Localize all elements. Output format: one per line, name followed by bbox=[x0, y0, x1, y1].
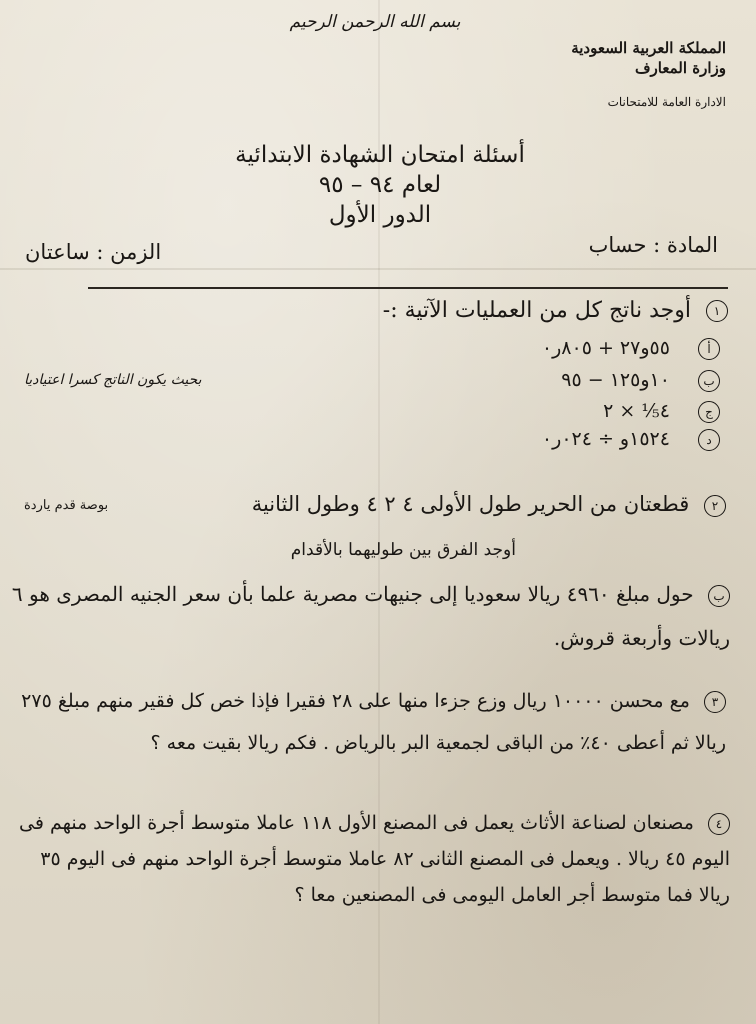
operation-label: أ bbox=[698, 338, 720, 360]
question-5 bbox=[10, 805, 730, 913]
operation-expression: ١٥٢٤و ÷ ٠٢٤ر٠ bbox=[541, 428, 670, 450]
exam-time: الزمن : ساعتان bbox=[25, 240, 162, 264]
exam-subject: المادة : حساب bbox=[588, 233, 718, 257]
operation-c bbox=[603, 400, 720, 423]
question-number: ١ bbox=[706, 300, 728, 322]
operation-label: د bbox=[698, 429, 720, 451]
operation-expression: ١٠و١٢٥ − ٩٥ bbox=[561, 369, 670, 391]
exam-title-block bbox=[170, 140, 590, 230]
question-2-line-2: أوجد الفرق بين طوليهما بالأقدام bbox=[290, 540, 516, 560]
question-number: ٤ bbox=[708, 813, 730, 835]
question-4-text: مع محسن ١٠٠٠٠ ريال وزع جزءا منها على ٢٨ فقيرا فإذا خص كل فقير منهم مبلغ ٢٧٥ ريالا ثم أعطى ٤٠٪ من الباقى لجمعية البر بالرياض . فكم ريالا بقيت معه ؟ bbox=[21, 690, 726, 754]
question-number: ٣ bbox=[704, 691, 726, 713]
question-3 bbox=[10, 572, 730, 660]
question-5-text: مصنعان لصناعة الأثاث يعمل فى المصنع الأول ١١٨ عاملا متوسط أجرة الواحد منهم فى اليوم ٤٥ ريالا . ويعمل فى المصنع الثانى ٨٢ عاملا متوسط أجرة الواحد منهم فى اليوم ٣٥ ريالا فما متوسط أجر العامل اليومى فى المصنعين معا ؟ bbox=[19, 812, 730, 906]
ministry-name: وزارة المعارف bbox=[635, 59, 726, 77]
question-1-prompt: أوجد ناتج كل من العمليات الآتية :- bbox=[382, 298, 691, 323]
question-3-text: حول مبلغ ٤٩٦٠ ريالا سعوديا إلى جنيهات مصرية علما بأن سعر الجنيه المصرى هو ٦ ريالات وأربعة قروش. bbox=[11, 582, 730, 650]
length-units: بوصة قدم ياردة bbox=[24, 498, 109, 513]
operation-a bbox=[542, 337, 720, 360]
basmala: بسم الله الرحمن الرحيم bbox=[289, 12, 461, 32]
operation-d bbox=[542, 428, 720, 451]
question-1-note: بحيث يكون الناتج كسرا اعتياديا bbox=[24, 372, 202, 388]
question-4 bbox=[6, 680, 726, 764]
question-1 bbox=[383, 298, 728, 323]
exam-year: لعام ٩٤ – ٩٥ bbox=[318, 172, 442, 198]
department-name: الادارة العامة للامتحانات bbox=[607, 95, 726, 109]
exam-round: الدور الأول bbox=[328, 202, 432, 228]
operation-expression: ٥٥و٢٧ + ٨٠٥ر٠ bbox=[541, 337, 670, 359]
question-2-line-1: قطعتان من الحرير طول الأولى ٤ ٢ ٤ وطول الثانية bbox=[251, 492, 690, 516]
ministry-header bbox=[571, 38, 726, 112]
operation-expression: ٤⅕ × ٢ bbox=[603, 400, 670, 422]
exam-title: أسئلة امتحان الشهادة الابتدائية bbox=[235, 142, 525, 168]
operation-label: ج bbox=[698, 401, 720, 423]
operation-label: ب bbox=[698, 370, 720, 392]
question-number: ب bbox=[708, 585, 730, 607]
question-2 bbox=[252, 490, 726, 518]
divider bbox=[88, 287, 728, 289]
question-number: ٢ bbox=[704, 495, 726, 517]
kingdom-name: المملكة العربية السعودية bbox=[571, 39, 726, 57]
operation-b bbox=[561, 369, 720, 392]
